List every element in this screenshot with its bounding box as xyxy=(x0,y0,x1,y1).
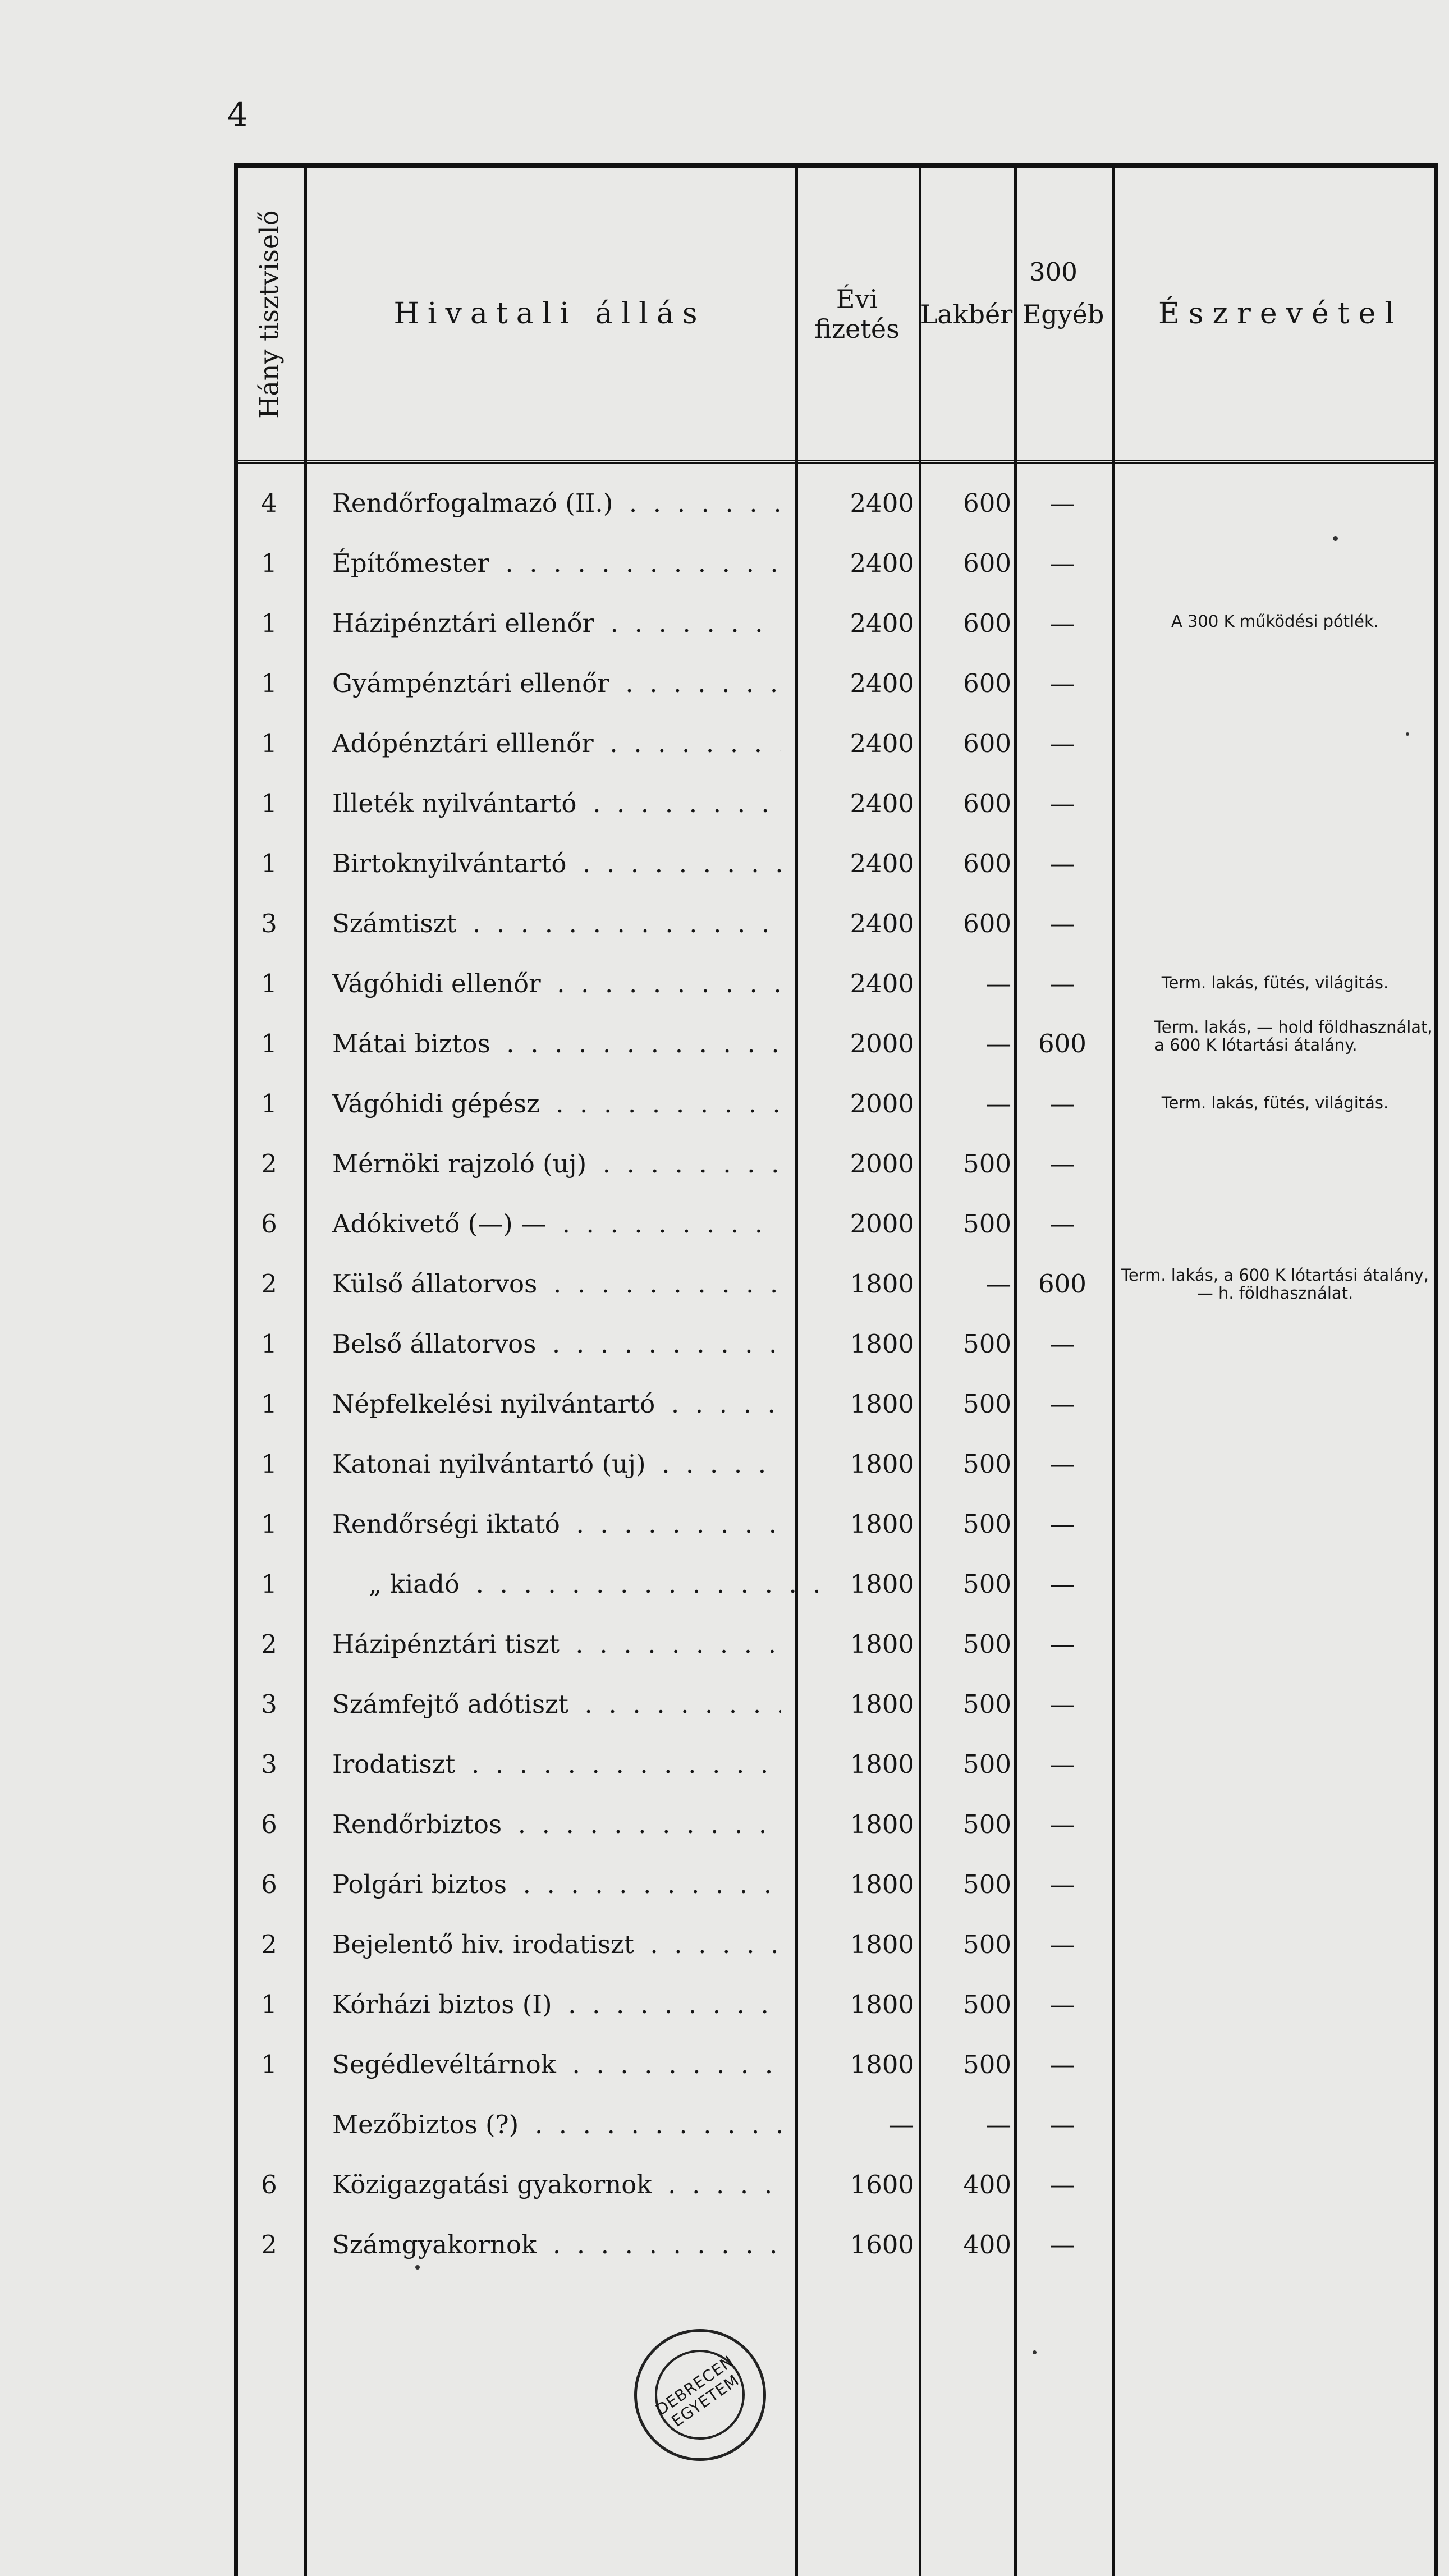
salary-cell: 2400 xyxy=(850,728,914,758)
other-cell: — xyxy=(1049,1329,1075,1359)
paper-speck xyxy=(415,2265,420,2270)
rent-cell: — xyxy=(986,969,1011,998)
table-row xyxy=(234,1629,1438,1685)
count-cell: 1 xyxy=(261,2050,277,2079)
rent-cell: 600 xyxy=(963,789,1011,818)
position-header: Hivatali állás xyxy=(393,297,706,331)
salary-cell: 1800 xyxy=(850,1509,914,1539)
salary-cell: 1800 xyxy=(850,1269,914,1299)
table-row xyxy=(234,969,1438,1025)
other-cell: — xyxy=(1049,2230,1075,2259)
salary-header: Évi fizetés xyxy=(814,284,900,344)
count-cell: 1 xyxy=(261,1029,277,1058)
position-cell: Mezőbiztos (?) . . xyxy=(332,2110,781,2139)
other-cell: — xyxy=(1049,1629,1075,1659)
salary-cell: 2400 xyxy=(850,488,914,518)
count-cell: 1 xyxy=(261,1569,277,1599)
rent-cell: 600 xyxy=(963,909,1011,938)
salary-cell: 2400 xyxy=(850,608,914,638)
position-cell: Gyámpénztári ellenőr . . xyxy=(332,668,781,698)
count-cell: 1 xyxy=(261,1089,277,1119)
count-cell: 1 xyxy=(261,969,277,998)
position-cell: Bejelentő hiv. irodatiszt . . xyxy=(332,1929,781,1959)
rent-cell: 500 xyxy=(963,2050,1011,2079)
count-cell: 6 xyxy=(261,1869,277,1899)
salary-cell: 2400 xyxy=(850,849,914,878)
table-row xyxy=(234,1209,1438,1265)
page-number: 4 xyxy=(227,95,248,134)
count-cell: 2 xyxy=(261,1269,277,1299)
rent-cell: 400 xyxy=(963,2170,1011,2199)
count-cell: 1 xyxy=(261,1329,277,1359)
remark-cell: Term. lakás, fütés, világitás. xyxy=(1161,1093,1389,1112)
salary-cell: 2400 xyxy=(850,969,914,998)
count-cell: 6 xyxy=(261,1209,277,1239)
rent-cell: 600 xyxy=(963,668,1011,698)
count-header xyxy=(234,168,304,460)
salary-cell: 1800 xyxy=(850,2050,914,2079)
position-cell: Kórházi biztos (I) . . xyxy=(332,1990,781,2019)
rent-cell: 500 xyxy=(963,1689,1011,1719)
remark-cell: Term. lakás, fütés, világitás. xyxy=(1161,973,1389,992)
table-row xyxy=(234,1869,1438,1926)
other-cell: — xyxy=(1049,1809,1075,1839)
table-row xyxy=(234,728,1438,785)
salary-cell: 1800 xyxy=(850,1809,914,1839)
salary-cell: 2400 xyxy=(850,789,914,818)
position-cell: Házipénztári ellenőr . . xyxy=(332,608,781,638)
salary-cell: 1800 xyxy=(850,1990,914,2019)
salary-cell: 2400 xyxy=(850,909,914,938)
salary-cell: 2000 xyxy=(850,1089,914,1119)
other-cell: — xyxy=(1049,969,1075,998)
count-cell: 1 xyxy=(261,1389,277,1419)
count-cell: 1 xyxy=(261,728,277,758)
remark-header: Észrevétel xyxy=(1158,297,1404,331)
count-cell: 1 xyxy=(261,608,277,638)
table-row xyxy=(234,1929,1438,1986)
table-row xyxy=(234,1149,1438,1205)
other-cell: — xyxy=(1049,548,1075,578)
count-cell: 2 xyxy=(261,1149,277,1179)
salary-cell: 2400 xyxy=(850,668,914,698)
count-cell: 4 xyxy=(261,488,277,518)
other-cell: — xyxy=(1049,668,1075,698)
table-row xyxy=(234,1389,1438,1445)
salary-cell: 1800 xyxy=(850,1749,914,1779)
position-cell: Adópénztári elllenőr . . xyxy=(332,728,781,758)
salary-table xyxy=(223,163,1438,2576)
count-cell: 1 xyxy=(261,1990,277,2019)
position-cell: Számgyakornok . . xyxy=(332,2230,781,2259)
count-cell: 3 xyxy=(261,1749,277,1779)
table-row xyxy=(234,1449,1438,1505)
other-cell: — xyxy=(1049,1389,1075,1419)
other-cell: — xyxy=(1049,1449,1075,1479)
salary-cell: 1600 xyxy=(850,2170,914,2199)
other-cell: — xyxy=(1049,1509,1075,1539)
table-row xyxy=(234,608,1438,664)
table-row xyxy=(234,2050,1438,2106)
rent-cell: 500 xyxy=(963,1809,1011,1839)
count-cell: 3 xyxy=(261,1689,277,1719)
other-cell: — xyxy=(1049,1929,1075,1959)
position-cell: Segédlevéltárnok . . xyxy=(332,2050,781,2079)
other-header: Egyéb xyxy=(1022,299,1104,329)
rent-cell: 500 xyxy=(963,1629,1011,1659)
salary-cell: 1800 xyxy=(850,1389,914,1419)
position-cell: Közigazgatási gyakornok . . xyxy=(332,2170,781,2199)
count-cell: 2 xyxy=(261,2230,277,2259)
count-header-text: Hány tisztviselő xyxy=(254,210,285,419)
rent-cell: 600 xyxy=(963,849,1011,878)
position-cell: Külső állatorvos . . xyxy=(332,1269,781,1299)
table-row xyxy=(234,1089,1438,1145)
rent-cell: 500 xyxy=(963,1209,1011,1239)
table-row xyxy=(234,1990,1438,2046)
salary-cell: 2000 xyxy=(850,1209,914,1239)
other-cell: — xyxy=(1049,2050,1075,2079)
other-cell: — xyxy=(1049,1149,1075,1179)
remark-cell: Term. lakás, — hold földhasználat, a 600 K lótartási átalány. xyxy=(1154,1017,1433,1055)
rent-cell: 500 xyxy=(963,1869,1011,1899)
paper-speck xyxy=(1333,536,1338,541)
count-cell: 2 xyxy=(261,1629,277,1659)
salary-cell: 1800 xyxy=(850,1869,914,1899)
top-rule xyxy=(234,163,1438,168)
salary-cell: 2000 xyxy=(850,1149,914,1179)
other-cell: — xyxy=(1049,1990,1075,2019)
rent-cell: — xyxy=(986,2110,1011,2139)
count-cell: 2 xyxy=(261,1929,277,1959)
rent-cell: 400 xyxy=(963,2230,1011,2259)
position-cell: Házipénztári tiszt . . xyxy=(332,1629,781,1659)
other-cell: — xyxy=(1049,1869,1075,1899)
other-cell: — xyxy=(1049,1749,1075,1779)
rent-header: Lakbér xyxy=(920,299,1013,329)
rent-cell: 600 xyxy=(963,608,1011,638)
position-cell: Illeték nyilvántartó . . xyxy=(332,789,781,818)
rent-cell: — xyxy=(986,1269,1011,1299)
position-cell: Birtoknyilvántartó . . xyxy=(332,849,781,878)
position-cell: Adókivető (—) — . . xyxy=(332,1209,781,1239)
salary-cell: 1800 xyxy=(850,1929,914,1959)
rent-cell: 500 xyxy=(963,1990,1011,2019)
table-row xyxy=(234,849,1438,905)
other-cell: 600 xyxy=(1038,1269,1086,1299)
salary-cell: 1800 xyxy=(850,1629,914,1659)
table-row xyxy=(234,789,1438,845)
table-row xyxy=(234,1017,1438,1085)
position-cell: Építőmester . . xyxy=(332,548,781,578)
table-row xyxy=(234,1569,1438,1625)
rent-cell: 600 xyxy=(963,488,1011,518)
other-cell: — xyxy=(1049,1089,1075,1119)
position-cell: Számfejtő adótiszt . . xyxy=(332,1689,781,1719)
position-cell: Belső állatorvos . . xyxy=(332,1329,781,1359)
other-cell: — xyxy=(1049,488,1075,518)
table-row xyxy=(234,909,1438,965)
salary-cell: 1800 xyxy=(850,1329,914,1359)
count-cell: 6 xyxy=(261,1809,277,1839)
count-cell: 1 xyxy=(261,1509,277,1539)
count-cell: 1 xyxy=(261,789,277,818)
other-cell: — xyxy=(1049,1209,1075,1239)
table-row xyxy=(234,548,1438,604)
other-cell: — xyxy=(1049,1689,1075,1719)
table-row xyxy=(234,1266,1438,1325)
remark-cell: Term. lakás, a 600 K lótartási átalány, — h. földhasználat. xyxy=(1121,1266,1429,1303)
table-row xyxy=(234,1689,1438,1745)
rent-cell: 600 xyxy=(963,548,1011,578)
count-cell: 1 xyxy=(261,668,277,698)
table-row xyxy=(234,2230,1438,2286)
rent-cell: 500 xyxy=(963,1749,1011,1779)
salary-cell: 2000 xyxy=(850,1029,914,1058)
other-cell: 600 xyxy=(1038,1029,1086,1058)
salary-cell: — xyxy=(889,2110,914,2139)
table-row xyxy=(234,1509,1438,1565)
position-cell: Mátai biztos . . xyxy=(332,1029,781,1058)
other-cell: — xyxy=(1049,849,1075,878)
other-cell: — xyxy=(1049,789,1075,818)
count-cell: 1 xyxy=(261,548,277,578)
position-cell: Rendőrségi iktató . . xyxy=(332,1509,781,1539)
rent-cell: — xyxy=(986,1029,1011,1058)
rent-cell: 500 xyxy=(963,1389,1011,1419)
table-row xyxy=(234,488,1438,544)
position-cell: Népfelkelési nyilvántartó . . xyxy=(332,1389,781,1419)
salary-cell: 1600 xyxy=(850,2230,914,2259)
table-header xyxy=(234,168,1438,464)
position-cell: „ kiadó . . xyxy=(369,1569,818,1599)
rent-cell: 500 xyxy=(963,1929,1011,1959)
other-cell: — xyxy=(1049,1569,1075,1599)
rent-cell: 500 xyxy=(963,1509,1011,1539)
library-seal xyxy=(634,2329,766,2461)
position-cell: Számtiszt . . xyxy=(332,909,781,938)
table-row xyxy=(234,1329,1438,1385)
position-cell: Vágóhidi ellenőr . . xyxy=(332,969,781,998)
merged-other-value: 300 xyxy=(1029,257,1077,287)
other-cell: — xyxy=(1049,728,1075,758)
count-cell: 6 xyxy=(261,2170,277,2199)
table-row xyxy=(234,2110,1438,2166)
rent-cell: 600 xyxy=(963,728,1011,758)
remark-cell: A 300 K működési pótlék. xyxy=(1171,612,1379,631)
position-cell: Polgári biztos . . xyxy=(332,1869,781,1899)
rent-cell: 500 xyxy=(963,1329,1011,1359)
rent-cell: — xyxy=(986,1089,1011,1119)
table-row xyxy=(234,668,1438,725)
table-row xyxy=(234,1749,1438,1805)
other-cell: — xyxy=(1049,909,1075,938)
table-row xyxy=(234,1809,1438,1865)
paper-speck xyxy=(1033,2350,1037,2354)
count-cell: 1 xyxy=(261,849,277,878)
salary-cell: 1800 xyxy=(850,1449,914,1479)
rent-cell: 500 xyxy=(963,1569,1011,1599)
rent-cell: 500 xyxy=(963,1449,1011,1479)
paper-speck xyxy=(1406,732,1409,736)
count-cell: 1 xyxy=(261,1449,277,1479)
position-cell: Rendőrbiztos . . xyxy=(332,1809,781,1839)
count-cell: 3 xyxy=(261,909,277,938)
other-cell: — xyxy=(1049,2110,1075,2139)
other-cell: — xyxy=(1049,608,1075,638)
position-cell: Mérnöki rajzoló (uj) . . xyxy=(332,1149,781,1179)
position-cell: Rendőrfogalmazó (II.) . . xyxy=(332,488,781,518)
position-cell: Katonai nyilvántartó (uj) . . xyxy=(332,1449,781,1479)
position-cell: Vágóhidi gépész . . xyxy=(332,1089,781,1119)
table-row xyxy=(234,2170,1438,2226)
rent-cell: 500 xyxy=(963,1149,1011,1179)
other-cell: — xyxy=(1049,2170,1075,2199)
salary-cell: 1800 xyxy=(850,1569,914,1599)
library-seal-text: DEBRECEN EGYETEM xyxy=(652,2352,743,2431)
salary-cell: 1800 xyxy=(850,1689,914,1719)
position-cell: Irodatiszt . . xyxy=(332,1749,781,1779)
salary-cell: 2400 xyxy=(850,548,914,578)
